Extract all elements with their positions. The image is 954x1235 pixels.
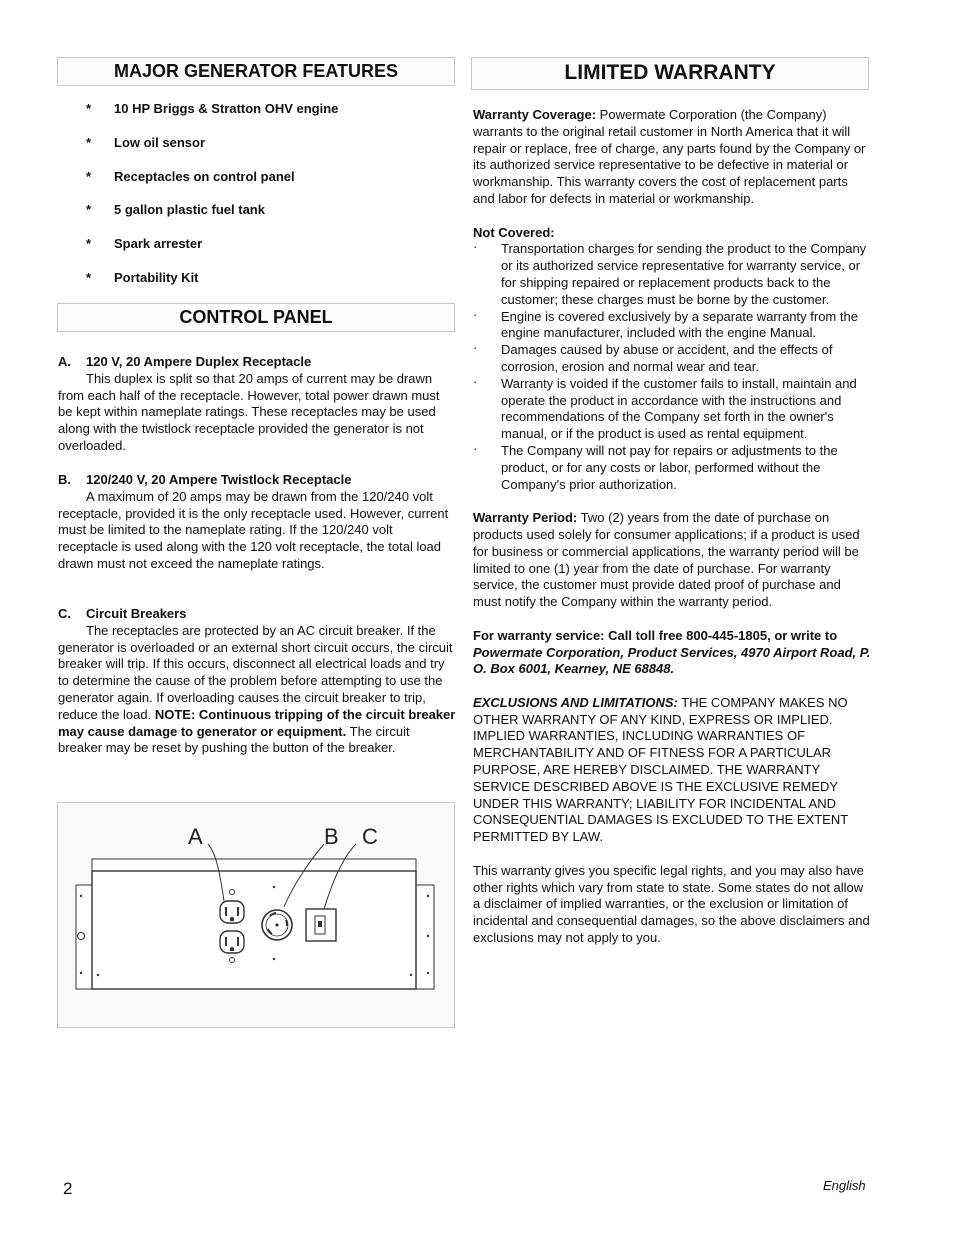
section-a-body: This duplex is split so that 20 amps of current may be drawn from each half of the receptacle. However, total power drawn must be kept within nameplate ratings. These receptacles may be used along with the twistlock receptacle provided the generator is not overloaded. (58, 370, 440, 453)
feature-label: Spark arrester (114, 236, 203, 252)
section-a (58, 354, 456, 455)
bullet-star: * (86, 269, 92, 285)
features-list (86, 101, 446, 304)
control-panel-diagram (58, 803, 454, 1027)
warranty-exclusions: EXCLUSIONS AND LIMITATIONS: THE COMPANY MAKES NO OTHER WARRANTY OF ANY KIND, EXPRESS OR IMPLIED. IMPLIED WARRANTIES, INCLUDING WARRANTIES OF MERCHANTABILITY AND OF FITNESS FOR A PARTICULAR PURPOSE, ARE HEREBY DISCLAIMED. THE WARRANTY SERVICE DESCRIBED ABOVE IS THE EXCLUSIVE REMEDY UNDER THIS WARRANTY; LIABILITY FOR INCIDENTAL AND CONSEQUENTIAL DAMAGES IS EXCLUDED TO THE EXTENT PERMITTED BY LAW. (473, 694, 848, 845)
warranty-service: For warranty service: Call toll free 800-445-1805, or write to Powermate Corporation, Product Services, 4970 Airport Road, P. O. Box 6001, Kearney, NE 68848. (473, 627, 871, 677)
label-c: C (362, 824, 378, 849)
feature-item (86, 101, 446, 135)
section-b-title: B. 120/240 V, 20 Ampere Twistlock Receptacle (58, 472, 352, 487)
feature-label: 10 HP Briggs & Stratton OHV engine (114, 101, 339, 116)
warranty-period: Warranty Period: Two (2) years from the date of purchase on products used solely for consumer applications; if a product is used for business or commercial applications, the warranty period will be limited to one (1) year from the date of purchase. For warranty service, the customer must provide dated proof of purchase and must notify the Company within the warranty period. (473, 510, 860, 610)
list-item: · Warranty is voided if the customer fails to install, maintain and operate the product in accordance with the instructions and recommendations of the Company set forth in the owner's manual, or if the product is used as rental equipment. (473, 373, 857, 442)
features-header: MAJOR GENERATOR FEATURES (57, 57, 455, 86)
list-item: · Damages caused by abuse or accident, and the effects of corrosion, erosion and normal wear and tear. (473, 340, 833, 374)
section-b (58, 472, 456, 573)
warranty-rights: This warranty gives you specific legal rights, and you may also have other rights which vary from state to state. Some states do not allow a disclaimer of implied warranties, or the exclusion or limitation of incidental and consequential damages, so the above disclaimers and exclusions may not apply to you. (473, 862, 870, 946)
section-c-note: NOTE: Continuous tripping of the circuit breaker may cause damage to generator or equipment. (58, 706, 456, 739)
bullet-star: * (86, 236, 92, 252)
feature-label: 5 gallon plastic fuel tank (114, 202, 265, 218)
panel-outline (76, 859, 434, 989)
list-item: · Engine is covered exclusively by a separate warranty from the engine manufacturer, included with the engine Manual. (473, 306, 858, 341)
bullet-star: * (86, 168, 92, 184)
not-covered-label: Not Covered: (473, 224, 555, 240)
control-panel-figure (57, 802, 455, 1028)
section-c-body: The receptacles are protected by an AC circuit breaker. If the generator is overloaded or an external short circuit occurs, the circuit breaker will trip. If this occurs, disconnect all electrical loads and try to determine the cause of the problem before attempting to use the generator again. If overloading causes the circuit breaker to trip, reduce the load. NOTE: Continuous tripping of the circuit breaker may cause damage to generator or equipment. The circuit breaker may be reset by pushing the button of the breaker. (58, 622, 456, 756)
feature-label: Portability Kit (114, 269, 199, 285)
feature-item (86, 236, 446, 270)
section-b-body: A maximum of 20 amps may be drawn from the 120/240 volt receptacle, provided it is the only receptacle used. However, current must be limited to the nameplate rating. If the 120/240 volt receptacle is used along with the 120 volt receptacle, the total load drawn must not exceed the nameplate ratings. (58, 488, 449, 571)
feature-label: Low oil sensor (114, 134, 206, 150)
warranty-coverage: Warranty Coverage: Powermate Corporation (the Company) warrants to the original retail customer in North America that it will repair or replace, free of charge, any parts found by the Company or its authorized service representative to be defective in material or workmanship. This warranty covers the cost of replacement parts and labor for defects in material or workmanship. (473, 107, 866, 206)
language-label: English (823, 1178, 866, 1193)
warranty-header: LIMITED WARRANTY (471, 57, 869, 90)
feature-item (86, 169, 446, 203)
feature-item (86, 135, 446, 169)
bullet-star: * (86, 202, 92, 218)
bullet-star: * (86, 101, 92, 116)
control-panel-header: CONTROL PANEL (57, 303, 455, 332)
page-number: 2 (63, 1179, 73, 1198)
warranty-body (473, 107, 871, 964)
feature-label: Receptacles on control panel (114, 168, 295, 184)
section-a-title: A. 120 V, 20 Ampere Duplex Receptacle (58, 354, 312, 369)
not-covered-list (473, 241, 871, 493)
section-c (58, 606, 456, 757)
feature-item (86, 270, 446, 304)
bullet-star: * (86, 134, 92, 150)
list-item: · Transportation charges for sending the product to the Company or its authorized service representative for warranty service, or for shipping repaired or replacement products back to the customer; these charges must be borne by the customer. (473, 239, 867, 307)
section-c-title: C. Circuit Breakers (58, 606, 187, 621)
list-item: · The Company will not pay for repairs or adjustments to the product, or for any costs or labor, performed without the Company's prior authorization. (473, 440, 838, 492)
label-a: A (188, 824, 203, 849)
label-b: B (324, 824, 339, 849)
feature-item (86, 202, 446, 236)
